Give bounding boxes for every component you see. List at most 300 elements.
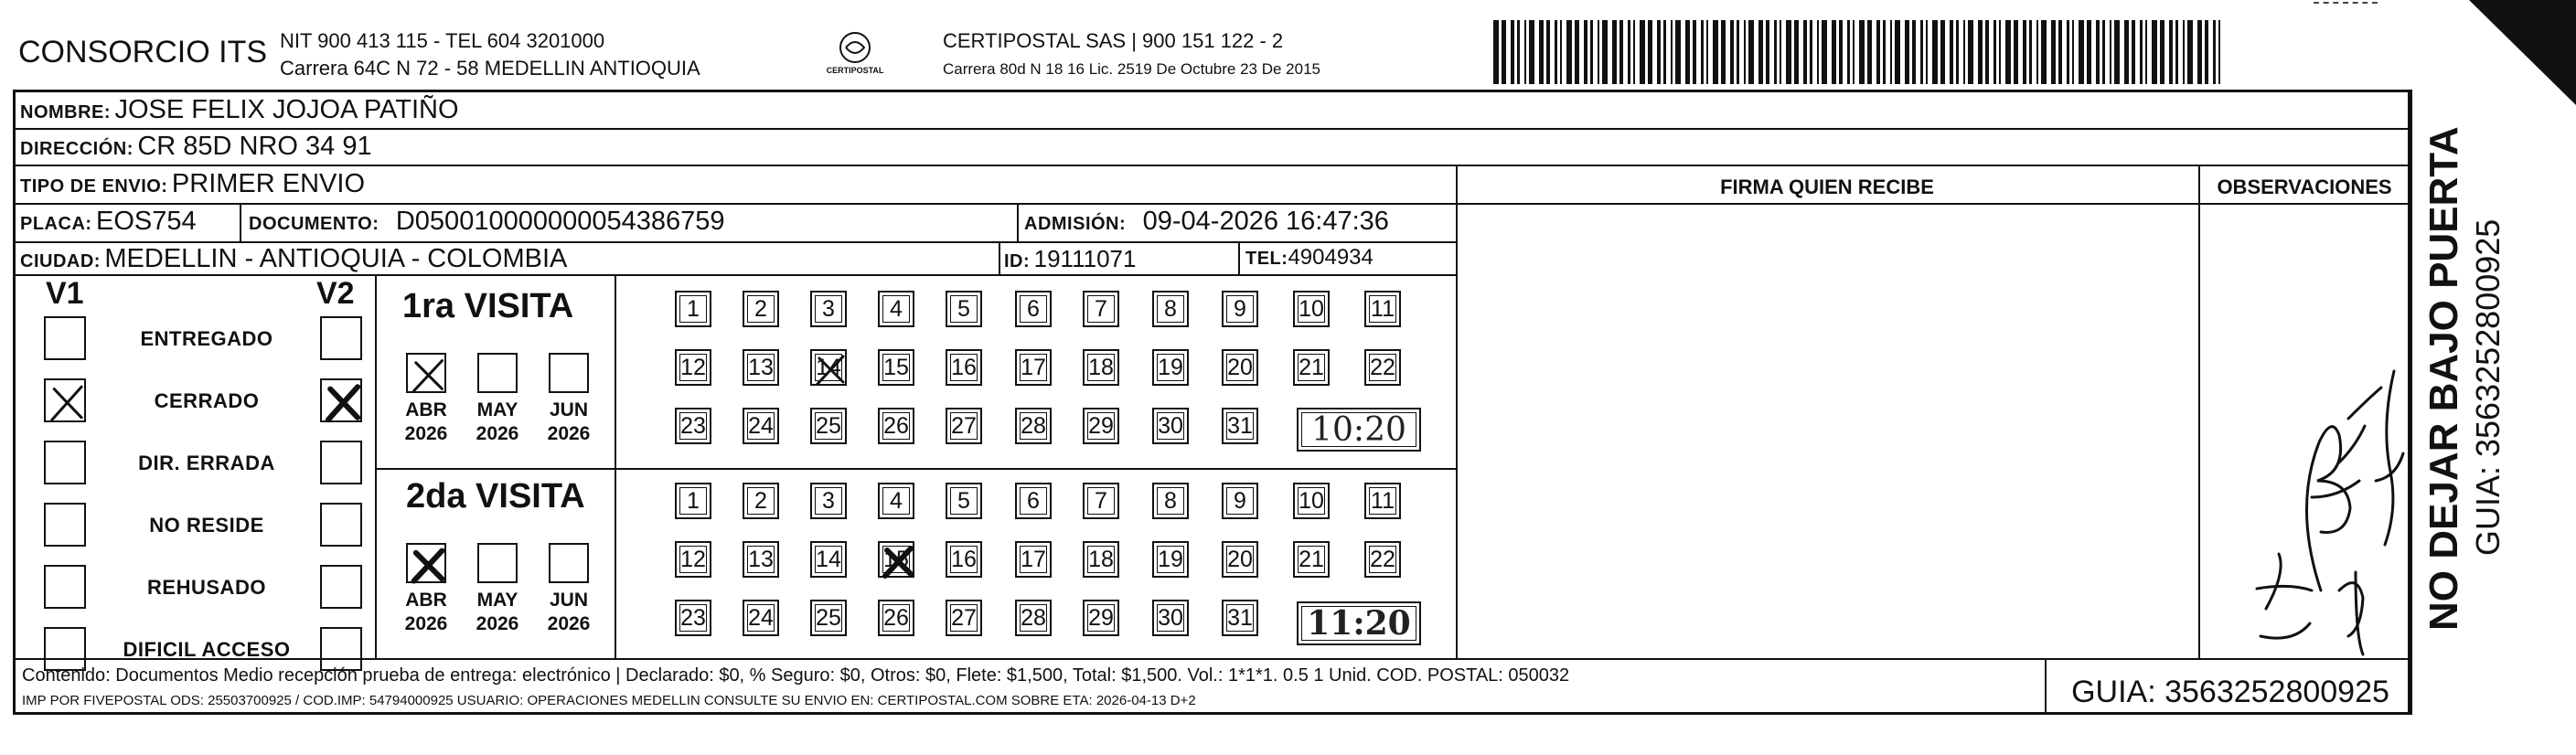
day-number: 20 (1227, 354, 1253, 380)
status-label-rehusado: REHUSADO (147, 576, 266, 599)
second-visit-day-22[interactable] (1364, 541, 1401, 578)
barcode-bar (1822, 20, 1827, 84)
day-number: 5 (957, 295, 970, 322)
second-visit-month-label: ABR 2026 (404, 590, 448, 634)
barcode-bar (1633, 20, 1635, 84)
second-visit-day-10[interactable] (1293, 483, 1330, 519)
first-visit-day-14[interactable] (810, 349, 847, 386)
observaciones-area[interactable] (2202, 207, 2409, 656)
second-visit-day-3[interactable] (810, 483, 847, 519)
barcode-bar (1560, 20, 1562, 84)
check-mark-icon (408, 545, 448, 585)
barcode-bar (1832, 20, 1836, 84)
barcode-bar (1999, 20, 2001, 84)
day-number: 3 (822, 295, 835, 322)
day-number: 6 (1027, 295, 1040, 322)
second-visit-day-21[interactable] (1293, 541, 1330, 578)
barcode-bar (1794, 20, 1799, 84)
day-number: 25 (816, 412, 841, 439)
barcode-bar (1978, 20, 1983, 84)
check-mark-icon (46, 380, 88, 424)
barcode-bar (2152, 20, 2157, 84)
v2-checkbox-rehusado[interactable] (320, 565, 362, 609)
first-visit-day-7[interactable] (1083, 291, 1119, 327)
v1-checkbox-entregado[interactable] (44, 316, 86, 360)
second-visit-day-25[interactable] (810, 600, 847, 636)
first-visit-day-10[interactable] (1293, 291, 1330, 327)
day-number: 3 (822, 487, 835, 514)
v2-checkbox-dificil-acceso[interactable] (320, 627, 362, 671)
day-number: 19 (1158, 546, 1183, 572)
barcode (1493, 20, 2225, 84)
footer-content: Contenido: Documentos Medio recepción prueba de entrega: electrónico | Declarado: $0, % Seguro: $0, Otros: $0, Flete: $1,500, Total: $1,500. Vol.: 1*1*1. 0.5 1 Unid. COD. POSTAL: 050032 (22, 665, 1570, 686)
barcode-bar (2087, 20, 2091, 84)
barcode-bar (1895, 20, 1900, 84)
second-visit-day-9[interactable] (1222, 483, 1258, 519)
barcode-bar (1612, 20, 1617, 84)
side-guia (2469, 163, 2509, 556)
day-number: 15 (883, 546, 909, 572)
second-visit-day-23[interactable] (675, 600, 711, 636)
barcode-bar (2051, 20, 2056, 84)
v1-header: V1 (46, 276, 84, 311)
barcode-bar (2140, 20, 2143, 84)
first-visit-day-11[interactable] (1364, 291, 1401, 327)
first-visit-day-5[interactable] (946, 291, 982, 327)
barcode-bar (1675, 20, 1681, 84)
second-visit-day-5[interactable] (946, 483, 982, 519)
v2-header: V2 (316, 276, 355, 311)
barcode-bar (2036, 20, 2038, 84)
documento-value: D050010000000054386759 (395, 207, 725, 236)
footer-meta: IMP POR FIVEPOSTAL ODS: 25503700925 / COD.IMP: 54794000925 USUARIO: OPERACIONES MEDELLIN CONSULTE SU ENVIO EN: CERTIPOSTAL.COM SOBRE ETA: 2026-04-13 D+2 (22, 693, 1196, 708)
day-number: 21 (1299, 354, 1324, 380)
documento-label: DOCUMENTO: (249, 214, 379, 234)
barcode-bar (1810, 20, 1812, 84)
day-number: 5 (957, 487, 970, 514)
barcode-bar (2145, 20, 2147, 84)
barcode-bar (1555, 20, 1557, 84)
barcode-bar (2110, 20, 2111, 84)
second-visit-day-2[interactable] (743, 483, 779, 519)
barcode-bar (2124, 20, 2129, 84)
second-visit-day-8[interactable] (1152, 483, 1189, 519)
v1-checkbox-no-reside[interactable] (44, 503, 86, 547)
company-name: CONSORCIO ITS (18, 35, 268, 69)
day-number: 9 (1234, 487, 1246, 514)
day-number: 9 (1234, 295, 1246, 322)
side-warning (2421, 119, 2476, 631)
second-visit-day-31[interactable] (1222, 600, 1258, 636)
tel-field (1245, 245, 1374, 271)
barcode-bar (2160, 20, 2164, 84)
day-number: 21 (1299, 546, 1324, 572)
tipo-envio-value: PRIMER ENVIO (171, 169, 366, 198)
id-label: ID: (1004, 251, 1031, 271)
second-visit-day-14[interactable] (810, 541, 847, 578)
barcode-bar (1963, 20, 1965, 84)
second-visit-title: 2da VISITA (406, 477, 585, 516)
barcode-bar (1701, 20, 1704, 84)
day-number: 30 (1158, 604, 1183, 631)
first-visit-day-24[interactable] (743, 408, 779, 444)
day-number: 4 (890, 487, 903, 514)
carrier-logo (809, 26, 901, 80)
first-visit-day-27[interactable] (946, 408, 982, 444)
second-visit-day-19[interactable] (1152, 541, 1189, 578)
second-visit-day-15[interactable] (878, 541, 914, 578)
day-number: 12 (680, 354, 706, 380)
first-visit-day-31[interactable] (1222, 408, 1258, 444)
barcode-bar (2058, 20, 2062, 84)
v2-checkbox-cerrado[interactable] (320, 378, 362, 422)
v2-checkbox-entregado[interactable] (320, 316, 362, 360)
day-number: 26 (883, 604, 909, 631)
barcode-bar (2014, 20, 2018, 84)
barcode-bar (1663, 20, 1666, 84)
tel-label: TEL: (1245, 249, 1288, 269)
barcode-bar (2102, 20, 2105, 84)
tipo-envio-row (20, 169, 365, 199)
side-warning-text: NO DEJAR BAJO PUERTA (2421, 126, 2466, 631)
day-number: 29 (1088, 412, 1114, 439)
barcode-bar (1546, 20, 1550, 84)
first-visit-month-abr[interactable] (406, 353, 446, 393)
barcode-bar (1926, 20, 1928, 84)
v1-checkbox-dificil-acceso[interactable] (44, 627, 86, 671)
day-number: 18 (1088, 354, 1114, 380)
first-visit-day-15[interactable] (878, 349, 914, 386)
first-visit-day-4[interactable] (878, 291, 914, 327)
day-number: 14 (816, 546, 841, 572)
barcode-bar (1648, 20, 1652, 84)
first-visit-day-1[interactable] (675, 291, 711, 327)
second-visit-day-4[interactable] (878, 483, 914, 519)
barcode-bar (1766, 20, 1769, 84)
barcode-bar (2175, 20, 2178, 84)
day-number: 8 (1164, 487, 1177, 514)
barcode-bar (1883, 20, 1886, 84)
footer-guia: GUIA: 3563252800925 (2071, 675, 2389, 709)
day-number: 16 (951, 546, 977, 572)
barcode-bar (1590, 20, 1593, 84)
firma-area[interactable] (1459, 207, 2197, 656)
side-guia-text: GUIA: 3563252800925 (2469, 218, 2507, 556)
day-number: 13 (748, 354, 774, 380)
barcode-bar (1876, 20, 1880, 84)
second-visit-day-26[interactable] (878, 600, 914, 636)
day-number: 10 (1299, 487, 1324, 514)
admision-value: 09-04-2026 16:47:36 (1142, 207, 1389, 236)
barcode-bar (1905, 20, 1909, 84)
second-visit-day-24[interactable] (743, 600, 779, 636)
first-visit-month-label: MAY 2026 (476, 399, 519, 444)
v1-checkbox-rehusado[interactable] (44, 565, 86, 609)
first-visit-month-label: ABR 2026 (404, 399, 448, 444)
barcode-bar (1758, 20, 1763, 84)
carrier-name: CERTIPOSTAL SAS | 900 151 122 - 2 (943, 29, 1284, 52)
first-visit-day-12[interactable] (675, 349, 711, 386)
second-visit-month-jun[interactable] (549, 543, 589, 583)
day-number: 17 (1021, 546, 1046, 572)
barcode-bar (2029, 20, 2032, 84)
day-number: 7 (1095, 487, 1107, 514)
direccion-value: CR 85D NRO 34 91 (137, 132, 372, 161)
barcode-bar (1780, 20, 1781, 84)
first-visit-day-23[interactable] (675, 408, 711, 444)
day-number: 22 (1370, 546, 1395, 572)
day-number: 23 (680, 604, 706, 631)
first-visit-day-22[interactable] (1364, 349, 1401, 386)
barcode-bar (2197, 20, 2202, 84)
barcode-bar (1932, 20, 1938, 84)
first-visit-day-13[interactable] (743, 349, 779, 386)
barcode-bar (2187, 20, 2193, 84)
barcode-bar (1657, 20, 1661, 84)
day-number: 29 (1088, 604, 1114, 631)
barcode-bar (2205, 20, 2208, 84)
id-value: 19111071 (1033, 245, 1137, 272)
barcode-bar (2041, 20, 2047, 84)
first-visit-time[interactable] (1297, 408, 1421, 452)
day-number: 30 (1158, 412, 1183, 439)
firma-header: FIRMA QUIEN RECIBE (1720, 175, 1934, 198)
ciudad-field (20, 244, 567, 274)
barcode-bar (1853, 20, 1855, 84)
barcode-bar (1529, 20, 1534, 84)
id-field (1004, 245, 1136, 273)
barcode-bar (1730, 20, 1734, 84)
barcode-bar (1859, 20, 1865, 84)
admision-label: ADMISIÓN: (1024, 214, 1127, 234)
barcode-bar (1721, 20, 1726, 84)
second-visit-day-1[interactable] (675, 483, 711, 519)
barcode-bar (1619, 20, 1623, 84)
second-visit-day-20[interactable] (1222, 541, 1258, 578)
barcode-bar (1912, 20, 1916, 84)
barcode-bar (1566, 20, 1572, 84)
handwriting-observacion (2202, 207, 2409, 656)
barcode-bar (1517, 20, 1520, 84)
barcode-bar (1847, 20, 1850, 84)
status-label-dificil-acceso: DIFICIL ACCESO (123, 638, 291, 661)
day-number: 26 (883, 412, 909, 439)
day-number: 27 (951, 604, 977, 631)
check-mark-icon (880, 543, 916, 580)
second-visit-day-13[interactable] (743, 541, 779, 578)
barcode-bar (2132, 20, 2135, 84)
direccion-row (20, 132, 372, 162)
barcode-bar (2169, 20, 2173, 84)
second-visit-day-17[interactable] (1015, 541, 1052, 578)
second-visit-day-27[interactable] (946, 600, 982, 636)
check-mark-icon (322, 380, 364, 424)
barcode-bar (1584, 20, 1587, 84)
second-visit-day-6[interactable] (1015, 483, 1052, 519)
placa-value: EOS754 (96, 207, 197, 236)
day-number: 8 (1164, 295, 1177, 322)
barcode-bar (1950, 20, 1953, 84)
first-visit-day-26[interactable] (878, 408, 914, 444)
top-dash (2314, 2, 2378, 6)
second-visit-day-16[interactable] (946, 541, 982, 578)
first-visit-day-3[interactable] (810, 291, 847, 327)
first-visit-day-19[interactable] (1152, 349, 1189, 386)
barcode-bar (2218, 20, 2220, 84)
status-label-dir-errada: DIR. ERRADA (138, 452, 275, 474)
day-number: 24 (748, 604, 774, 631)
second-visit-day-30[interactable] (1152, 600, 1189, 636)
status-label-cerrado: CERRADO (154, 389, 260, 412)
second-visit-day-11[interactable] (1364, 483, 1401, 519)
first-visit-day-30[interactable] (1152, 408, 1189, 444)
day-number: 6 (1027, 487, 1040, 514)
first-visit-month-label: JUN 2026 (547, 399, 591, 444)
admision-field (1024, 207, 1389, 237)
check-mark-icon (408, 355, 448, 395)
barcode-bar (1640, 20, 1645, 84)
barcode-bar (1890, 20, 1892, 84)
nombre-label: NOMBRE: (20, 102, 112, 122)
first-visit-time-text: 10:20 (1311, 410, 1406, 449)
barcode-bar (1993, 20, 1996, 84)
barcode-bar (1786, 20, 1791, 84)
first-visit-day-2[interactable] (743, 291, 779, 327)
day-number: 12 (680, 546, 706, 572)
second-visit-month-abr[interactable] (406, 543, 446, 583)
first-visit-day-16[interactable] (946, 349, 982, 386)
second-visit-month-may[interactable] (477, 543, 518, 583)
barcode-bar (2067, 20, 2069, 84)
first-visit-month-may[interactable] (477, 353, 518, 393)
company-address: Carrera 64C N 72 - 58 MEDELLIN ANTIOQUIA (280, 57, 700, 80)
first-visit-day-25[interactable] (810, 408, 847, 444)
barcode-bar (1920, 20, 1923, 84)
tipo-envio-label: TIPO DE ENVIO: (20, 176, 168, 197)
corner-fold (2469, 0, 2576, 119)
barcode-bar (1803, 20, 1807, 84)
day-number: 24 (748, 412, 774, 439)
placa-label: PLACA: (20, 214, 92, 234)
v2-checkbox-dir-errada[interactable] (320, 441, 362, 484)
tel-value: 4904934 (1288, 245, 1374, 270)
second-visit-month-label: MAY 2026 (476, 590, 519, 634)
barcode-bar (1867, 20, 1872, 84)
barcode-bar (1502, 20, 1506, 84)
day-number: 25 (816, 604, 841, 631)
barcode-bar (1985, 20, 1989, 84)
second-visit-month-label: JUN 2026 (547, 590, 591, 634)
v2-checkbox-no-reside[interactable] (320, 503, 362, 547)
observaciones-header: OBSERVACIONES (2217, 175, 2392, 198)
first-visit-day-8[interactable] (1152, 291, 1189, 327)
day-number: 31 (1227, 412, 1253, 439)
barcode-bar (1693, 20, 1696, 84)
first-visit-day-20[interactable] (1222, 349, 1258, 386)
second-visit-day-7[interactable] (1083, 483, 1119, 519)
barcode-bar (1817, 20, 1819, 84)
day-number: 1 (687, 295, 700, 322)
nombre-value: JOSE FELIX JOJOA PATIÑO (114, 95, 459, 124)
company-nit: NIT 900 413 115 - TEL 604 3201000 (280, 29, 605, 52)
barcode-bar (1713, 20, 1718, 84)
day-number: 23 (680, 412, 706, 439)
barcode-bar (2023, 20, 2026, 84)
barcode-bar (1493, 20, 1499, 84)
barcode-bar (1628, 20, 1630, 84)
day-number: 16 (951, 354, 977, 380)
barcode-bar (2183, 20, 2185, 84)
v1-checkbox-cerrado[interactable] (44, 378, 86, 422)
barcode-bar (1940, 20, 1945, 84)
first-visit-day-18[interactable] (1083, 349, 1119, 386)
documento-field (249, 207, 725, 237)
barcode-bar (1539, 20, 1544, 84)
first-visit-month-jun[interactable] (549, 353, 589, 393)
second-visit-time[interactable] (1297, 601, 1421, 645)
day-number: 22 (1370, 354, 1395, 380)
day-number: 11 (1371, 487, 1395, 514)
day-number: 15 (883, 354, 909, 380)
barcode-bar (2005, 20, 2011, 84)
day-number: 7 (1095, 295, 1107, 322)
barcode-bar (1774, 20, 1777, 84)
check-mark-icon (812, 351, 849, 388)
day-number: 28 (1021, 412, 1046, 439)
day-number: 2 (754, 487, 767, 514)
status-label-no-reside: NO RESIDE (149, 514, 264, 537)
day-number: 13 (748, 546, 774, 572)
day-number: 2 (754, 295, 767, 322)
day-number: 17 (1021, 354, 1046, 380)
day-number: 1 (687, 487, 700, 514)
first-visit-title: 1ra VISITA (402, 287, 574, 325)
barcode-bar (1748, 20, 1754, 84)
day-number: 31 (1227, 604, 1253, 631)
barcode-bar (2079, 20, 2084, 84)
first-visit-day-17[interactable] (1015, 349, 1052, 386)
day-number: 10 (1299, 295, 1324, 322)
day-number: 27 (951, 412, 977, 439)
barcode-bar (1511, 20, 1514, 84)
first-visit-day-6[interactable] (1015, 291, 1052, 327)
day-number: 4 (890, 295, 903, 322)
day-number: 28 (1021, 604, 1046, 631)
first-visit-day-28[interactable] (1015, 408, 1052, 444)
barcode-bar (1968, 20, 1973, 84)
second-visit-day-18[interactable] (1083, 541, 1119, 578)
nombre-row (20, 95, 459, 125)
second-visit-day-29[interactable] (1083, 600, 1119, 636)
barcode-bar (2096, 20, 2100, 84)
first-visit-day-9[interactable] (1222, 291, 1258, 327)
logo-caption: CERTIPOSTAL (826, 66, 884, 75)
barcode-bar (1737, 20, 1739, 84)
barcode-bar (1671, 20, 1673, 84)
placa-field (20, 207, 197, 237)
barcode-bar (1706, 20, 1708, 84)
v1-checkbox-dir-errada[interactable] (44, 441, 86, 484)
first-visit-day-29[interactable] (1083, 408, 1119, 444)
first-visit-day-21[interactable] (1293, 349, 1330, 386)
barcode-bar (2072, 20, 2074, 84)
barcode-bar (1575, 20, 1579, 84)
second-visit-time-text: 11:20 (1307, 604, 1411, 643)
second-visit-day-12[interactable] (675, 541, 711, 578)
barcode-bar (1744, 20, 1746, 84)
second-visit-day-28[interactable] (1015, 600, 1052, 636)
day-number: 20 (1227, 546, 1253, 572)
